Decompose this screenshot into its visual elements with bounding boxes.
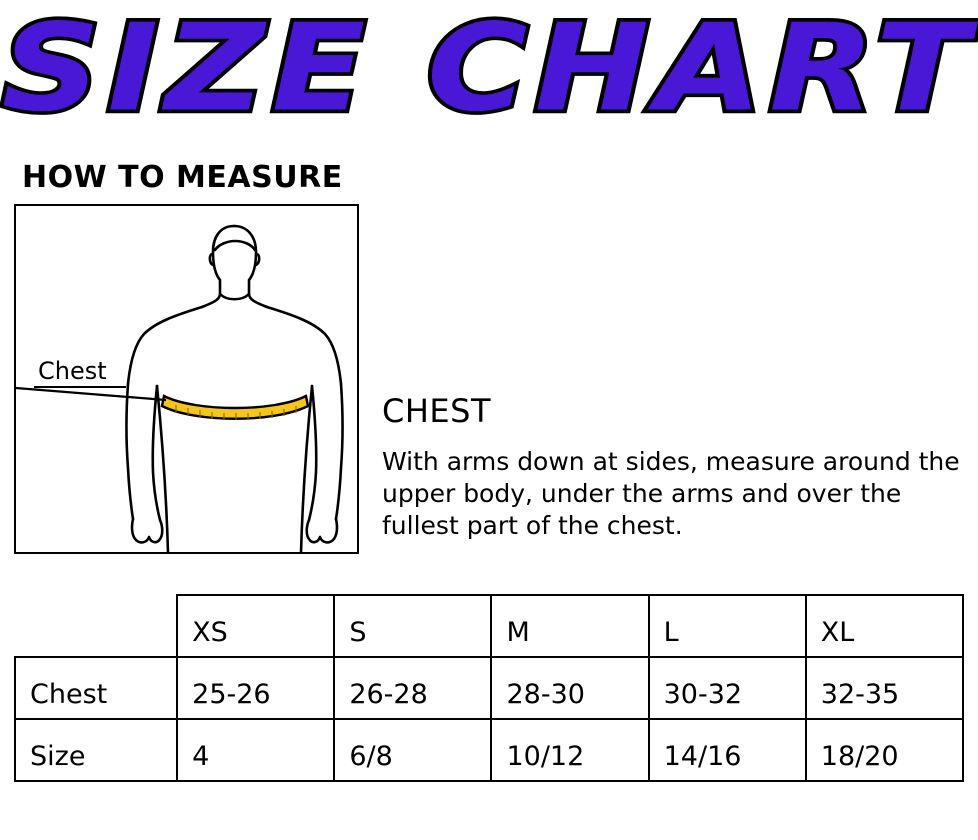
size-table (14, 594, 964, 782)
table-row (15, 719, 963, 781)
chest-leader-line (16, 388, 166, 400)
page-title (0, 0, 978, 144)
chest-callout-underline (34, 386, 126, 388)
cell-chest-s: 26-28 (334, 657, 491, 719)
table-header-s: S (334, 595, 491, 657)
row-label-size: Size (15, 719, 177, 781)
cell-chest-xl: 32-35 (806, 657, 963, 719)
chest-callout-label: Chest (38, 357, 107, 385)
cell-chest-xs: 25-26 (177, 657, 334, 719)
chest-description-heading: CHEST (382, 392, 491, 430)
cell-size-xs: 4 (177, 719, 334, 781)
cell-size-m: 10/12 (491, 719, 648, 781)
table-row (15, 595, 963, 657)
cell-size-xl: 18/20 (806, 719, 963, 781)
cell-chest-l: 30-32 (649, 657, 806, 719)
chest-description-body: With arms down at sides, measure around the upper body, under the arms and over the fullest part of the chest. (382, 447, 960, 540)
table-corner-cell (15, 595, 177, 657)
measuring-tape-icon (162, 396, 308, 420)
table-row (15, 657, 963, 719)
cell-chest-m: 28-30 (491, 657, 648, 719)
cell-size-s: 6/8 (334, 719, 491, 781)
table-header-l: L (649, 595, 806, 657)
row-label-chest: Chest (15, 657, 177, 719)
table-header-m: M (491, 595, 648, 657)
page-title-text: SIZE CHART (1, 0, 977, 139)
cell-size-l: 14/16 (649, 719, 806, 781)
table-header-xl: XL (806, 595, 963, 657)
table-header-xs: XS (177, 595, 334, 657)
chest-description (382, 392, 972, 542)
how-to-measure-heading: HOW TO MEASURE (22, 160, 343, 195)
